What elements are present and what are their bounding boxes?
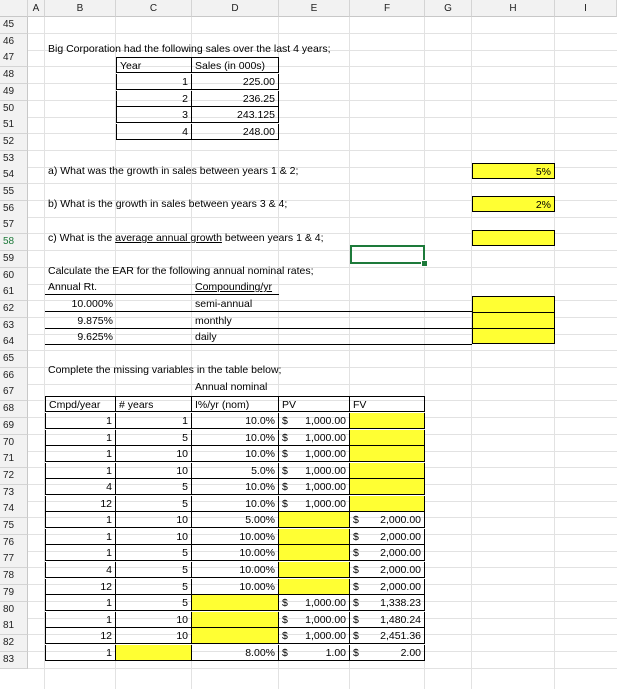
tvm-fv-cell[interactable] [350,463,425,479]
tvm-cmpd-cell[interactable]: 1 [45,512,116,528]
gridline-horizontal [28,33,617,34]
tvm-pv-currency: $ [282,464,288,477]
tvm-pv-cell[interactable] [279,645,350,661]
tvm-rate-cell[interactable]: 10.00% [192,545,279,561]
answer-c-cell[interactable] [472,230,555,246]
sales-amount-cell[interactable]: 236.25 [192,91,279,107]
tvm-years-cell[interactable]: 5 [116,430,192,446]
tvm-years-cell[interactable]: 1 [116,413,192,429]
tvm-fv-cell[interactable] [350,413,425,429]
question-c-underline: average annual growth [115,232,222,244]
gridline-horizontal [28,150,617,151]
tvm-fv-value: 2,451.36 [380,630,421,643]
ear-row-line [279,329,472,345]
tvm-header-cmpd: Cmpd/year [45,396,116,412]
gridline-horizontal [28,668,617,669]
tvm-rate-cell[interactable]: 10.0% [192,496,279,512]
tvm-years-cell[interactable]: 10 [116,612,192,628]
tvm-fv-cell[interactable] [350,446,425,462]
tvm-cmpd-cell[interactable]: 1 [45,529,116,545]
row-header-72[interactable]: 72 [0,468,28,485]
sales-year-cell[interactable]: 2 [116,91,192,107]
sales-amount-cell[interactable]: 248.00 [192,124,279,140]
tvm-pv-currency: $ [282,431,288,444]
column-header-c[interactable]: C [116,0,192,17]
tvm-pv-cell[interactable] [279,529,350,545]
tvm-rate-cell[interactable]: 10.0% [192,446,279,462]
tvm-fv-value: 2.00 [400,646,421,659]
tvm-fv-cell[interactable] [350,595,425,611]
row-header-53[interactable]: 53 [0,151,28,168]
intro-text: Big Corporation had the following sales over the last 4 years; [48,43,331,55]
tvm-rate-cell[interactable] [192,612,279,628]
row-header-79[interactable]: 79 [0,585,28,602]
row-header-74[interactable]: 74 [0,501,28,518]
sales-amount-header[interactable]: Sales (in 000s) [192,57,279,73]
row-header-57[interactable]: 57 [0,217,28,234]
tvm-fv-cell[interactable] [350,579,425,595]
tvm-years-cell[interactable]: 5 [116,496,192,512]
tvm-pv-value: 1,000.00 [305,415,346,427]
tvm-fv-currency: $ [353,547,359,560]
tvm-fv-cell[interactable] [350,562,425,578]
tvm-fv-currency: $ [353,613,359,626]
tvm-rate-cell[interactable]: 10.00% [192,562,279,578]
tvm-pv-value: 1,000.00 [305,613,346,626]
tvm-fv-cell[interactable] [350,512,425,528]
tvm-header-top: Annual nominal [195,381,268,393]
ear-row-line [279,296,472,312]
tvm-rate-cell[interactable]: 8.00% [192,645,279,661]
row-header-49[interactable]: 49 [0,84,28,101]
answer-b-cell[interactable]: 2% [472,196,555,212]
tvm-pv-value: 1,000.00 [305,630,346,643]
tvm-cmpd-cell[interactable]: 12 [45,496,116,512]
tvm-years-cell[interactable]: 10 [116,512,192,528]
tvm-fv-currency: $ [353,580,359,593]
tvm-pv-value: 1,000.00 [305,497,346,510]
column-header-i[interactable]: I [555,0,617,17]
row-header-80[interactable]: 80 [0,602,28,619]
tvm-pv-cell[interactable] [279,430,350,446]
tvm-rate-cell[interactable]: 10.00% [192,529,279,545]
row-header-68[interactable]: 68 [0,401,28,418]
column-header-h[interactable]: H [472,0,555,17]
tvm-years-cell[interactable]: 5 [116,479,192,495]
ear-empty-cell[interactable] [116,313,192,329]
tvm-years-cell[interactable]: 10 [116,529,192,545]
row-header-54[interactable]: 54 [0,167,28,184]
tvm-pv-value: 1,000.00 [305,481,346,494]
tvm-rate-cell[interactable] [192,628,279,644]
tvm-fv-cell[interactable] [350,612,425,628]
tvm-fv-cell[interactable] [350,430,425,446]
ear-rate-cell[interactable]: 9.875% [45,313,116,329]
sales-year-cell[interactable]: 3 [116,107,192,123]
tvm-header-years: # years [116,396,192,412]
tvm-fv-value: 2,000.00 [380,530,421,543]
row-header-78[interactable]: 78 [0,568,28,585]
ear-intro: Calculate the EAR for the following annual nominal rates; [48,265,314,277]
question-a: a) What was the growth in sales between years 1 & 2; [48,165,299,177]
tvm-years-cell[interactable] [116,645,192,661]
fill-handle[interactable] [421,260,428,267]
tvm-pv-currency: $ [282,415,288,427]
tvm-fv-cell[interactable] [350,545,425,561]
tvm-pv-cell[interactable] [279,595,350,611]
gridline-horizontal [28,350,617,351]
tvm-fv-value: 2,000.00 [380,547,421,560]
tvm-fv-currency: $ [353,514,359,527]
question-b: b) What is the growth in sales between years 3 & 4; [48,198,288,210]
tvm-fv-currency: $ [353,563,359,576]
question-c-prefix: c) What is the [48,232,116,244]
row-header-81[interactable]: 81 [0,618,28,635]
tvm-pv-cell[interactable] [279,512,350,528]
sales-amount-cell[interactable]: 225.00 [192,74,279,90]
tvm-pv-currency: $ [282,630,288,643]
tvm-fv-cell[interactable] [350,645,425,661]
gridline-horizontal [28,250,617,251]
tvm-pv-cell[interactable] [279,463,350,479]
row-header-69[interactable]: 69 [0,418,28,435]
gridline-vertical [471,17,472,689]
column-header-a[interactable]: A [28,0,45,17]
tvm-cmpd-cell[interactable]: 4 [45,479,116,495]
tvm-rate-cell[interactable]: 10.0% [192,413,279,429]
select-all-corner[interactable] [0,0,28,17]
tvm-fv-cell[interactable] [350,529,425,545]
row-header-58[interactable]: 58 [0,234,28,251]
row-header-59[interactable]: 59 [0,251,28,268]
tvm-pv-value: 1,000.00 [305,464,346,477]
row-header-67[interactable]: 67 [0,384,28,401]
tvm-pv-value: 1,000.00 [305,431,346,444]
gridline-horizontal [28,217,617,218]
row-header-73[interactable]: 73 [0,485,28,502]
tvm-pv-cell[interactable] [279,612,350,628]
tvm-cmpd-cell[interactable]: 1 [45,430,116,446]
ear-answer-2[interactable] [472,312,555,328]
tvm-pv-cell[interactable] [279,479,350,495]
sales-year-cell[interactable]: 4 [116,124,192,140]
tvm-pv-cell[interactable] [279,562,350,578]
row-header-47[interactable]: 47 [0,50,28,67]
tvm-fv-value: 1,338.23 [380,597,421,610]
ear-comp-header: Compounding/yr [192,279,279,295]
tvm-fv-value: 2,000.00 [380,580,421,593]
ear-row-line [279,313,472,329]
tvm-years-cell[interactable]: 5 [116,545,192,561]
tvm-rate-cell[interactable]: 5.0% [192,463,279,479]
tvm-cmpd-cell[interactable]: 1 [45,463,116,479]
row-header-83[interactable]: 83 [0,652,28,669]
tvm-fv-cell[interactable] [350,496,425,512]
ear-empty-cell[interactable] [116,329,192,345]
tvm-cmpd-cell[interactable]: 1 [45,446,116,462]
tvm-rate-cell[interactable]: 10.00% [192,579,279,595]
tvm-cmpd-cell[interactable]: 12 [45,628,116,644]
tvm-pv-currency: $ [282,646,288,659]
tvm-cmpd-cell[interactable]: 1 [45,595,116,611]
row-header-61[interactable]: 61 [0,284,28,301]
tvm-fv-value: 1,480.24 [380,613,421,626]
tvm-years-cell[interactable]: 5 [116,562,192,578]
row-header-65[interactable]: 65 [0,351,28,368]
row-header-70[interactable]: 70 [0,435,28,452]
tvm-pv-value: 1,000.00 [305,448,346,461]
question-c-suffix: between years 1 & 4; [221,232,324,244]
ear-answer-1[interactable] [472,296,555,312]
tvm-years-cell[interactable]: 10 [116,446,192,462]
question-c [45,230,324,246]
tvm-cmpd-cell[interactable]: 1 [45,545,116,561]
ear-answer-3[interactable] [472,328,555,344]
tvm-rate-cell[interactable] [192,595,279,611]
gridline-horizontal [28,183,617,184]
row-header-62[interactable]: 62 [0,301,28,318]
gridline-horizontal [28,384,617,385]
tvm-cmpd-cell[interactable]: 12 [45,579,116,595]
tvm-cmpd-cell[interactable]: 4 [45,562,116,578]
tvm-cmpd-cell[interactable]: 1 [45,645,116,661]
tvm-rate-cell[interactable]: 10.0% [192,430,279,446]
row-header-52[interactable]: 52 [0,134,28,151]
tvm-years-cell[interactable]: 10 [116,628,192,644]
tvm-fv-cell[interactable] [350,628,425,644]
tvm-pv-currency: $ [282,613,288,626]
tvm-pv-currency: $ [282,448,288,461]
tvm-pv-cell[interactable] [279,496,350,512]
ear-rate-cell[interactable]: 10.000% [45,296,116,312]
ear-comp-cell[interactable]: monthly [192,313,279,329]
tvm-fv-currency: $ [353,630,359,643]
sales-amount-cell[interactable]: 243.125 [192,107,279,123]
row-header-55[interactable]: 55 [0,184,28,201]
row-header-64[interactable]: 64 [0,334,28,351]
row-header-66[interactable]: 66 [0,368,28,385]
ear-rate-cell[interactable]: 9.625% [45,329,116,345]
row-header-71[interactable]: 71 [0,451,28,468]
row-header-50[interactable]: 50 [0,101,28,118]
row-header-60[interactable]: 60 [0,268,28,285]
tvm-pv-value: 1.00 [325,646,346,659]
tvm-years-cell[interactable]: 5 [116,579,192,595]
tvm-cmpd-cell[interactable]: 1 [45,413,116,429]
sales-year-cell[interactable]: 1 [116,74,192,90]
row-header-63[interactable]: 63 [0,318,28,335]
tvm-header-pv: PV [279,396,350,412]
row-header-56[interactable]: 56 [0,201,28,218]
tvm-fv-value: 2,000.00 [380,514,421,527]
answer-a-cell[interactable]: 5% [472,163,555,179]
ear-empty-cell[interactable] [116,296,192,312]
ear-comp-cell[interactable]: daily [192,329,279,345]
tvm-pv-cell[interactable] [279,413,350,429]
row-header-76[interactable]: 76 [0,535,28,552]
tvm-header-rate: I%/yr (nom) [192,396,279,412]
active-cell-selection[interactable] [350,245,425,264]
tvm-fv-currency: $ [353,597,359,610]
column-header-b[interactable]: B [45,0,116,17]
tvm-rate-cell[interactable]: 10.0% [192,479,279,495]
tvm-pv-cell[interactable] [279,545,350,561]
row-header-82[interactable]: 82 [0,635,28,652]
row-header-48[interactable]: 48 [0,67,28,84]
column-header-g[interactable]: G [425,0,472,17]
gridline-vertical [554,17,555,689]
row-header-77[interactable]: 77 [0,551,28,568]
tvm-fv-cell[interactable] [350,479,425,495]
tvm-fv-currency: $ [353,530,359,543]
row-header-45[interactable]: 45 [0,17,28,34]
tvm-pv-cell[interactable] [279,446,350,462]
tvm-pv-value: 1,000.00 [305,597,346,610]
tvm-header-fv: FV [350,396,425,412]
tvm-pv-currency: $ [282,497,288,510]
sales-year-header[interactable]: Year [116,57,192,73]
tvm-pv-cell[interactable] [279,579,350,595]
row-header-75[interactable]: 75 [0,518,28,535]
tvm-years-cell[interactable]: 5 [116,595,192,611]
tvm-pv-currency: $ [282,597,288,610]
row-header-46[interactable]: 46 [0,34,28,51]
tvm-rate-cell[interactable]: 5.00% [192,512,279,528]
column-header-e[interactable]: E [279,0,350,17]
ear-rate-header: Annual Rt. [45,279,192,295]
column-header-d[interactable]: D [192,0,279,17]
tvm-fv-value: 2,000.00 [380,563,421,576]
ear-comp-cell[interactable]: semi-annual [192,296,279,312]
tvm-years-cell[interactable]: 10 [116,463,192,479]
row-header-51[interactable]: 51 [0,117,28,134]
tvm-cmpd-cell[interactable]: 1 [45,612,116,628]
tvm-fv-currency: $ [353,646,359,659]
column-header-f[interactable]: F [350,0,425,17]
tvm-pv-cell[interactable] [279,628,350,644]
tvm-pv-currency: $ [282,481,288,494]
tvm-intro: Complete the missing variables in the table below; [48,364,282,376]
